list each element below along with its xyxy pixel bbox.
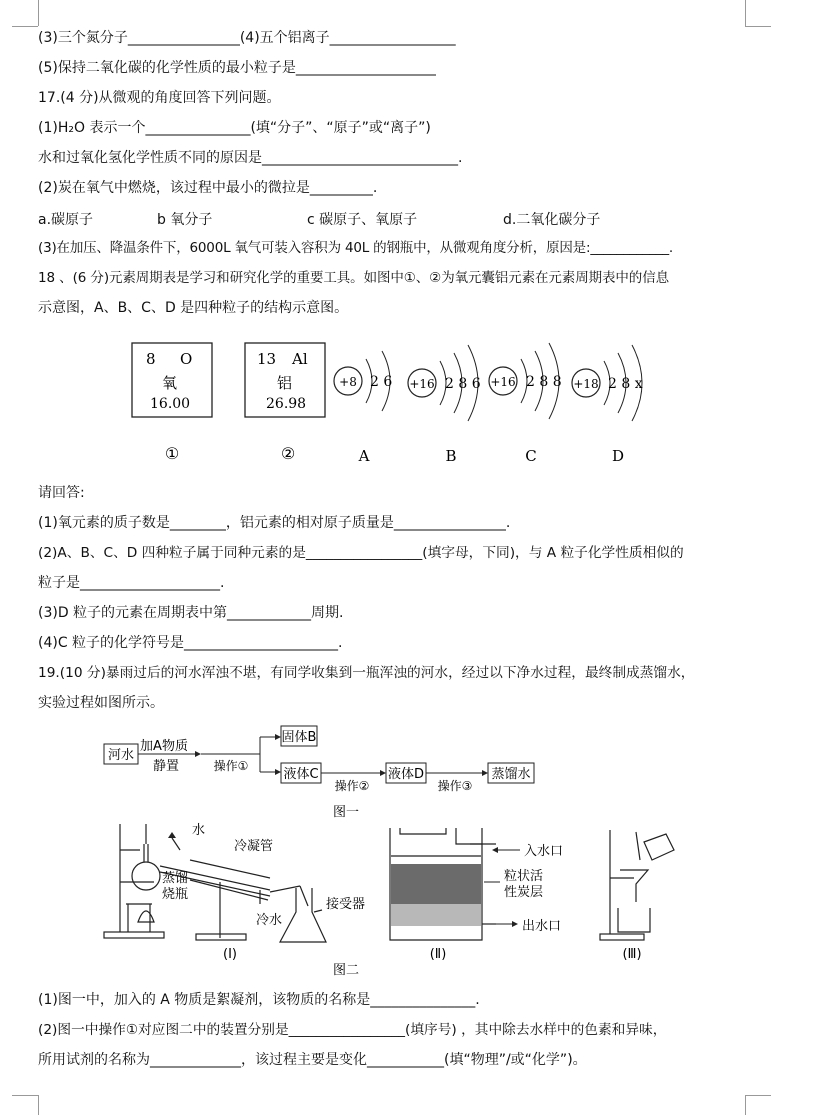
particle-b-shells: 2 8 6 (445, 376, 481, 392)
crop-mark (38, 0, 39, 26)
question-line: 水和过氧化氢化学性质不同的原因是____________________________. (38, 150, 463, 166)
aluminum-marker: ② (280, 444, 296, 463)
carbon-filter-apparatus (390, 828, 496, 940)
question-line: (1)氧元素的质子数是________，铝元素的相对原子质量是________________. (38, 515, 511, 531)
element-structure-figure (120, 325, 660, 475)
particle-d-nucleus: +18 (573, 377, 599, 391)
question-line: (1)H₂O 表示一个_______________(填“分子”、“原子”或“离子”) (38, 120, 431, 136)
oxygen-symbol: O (180, 350, 193, 368)
crop-mark (12, 26, 38, 27)
receiver-label: 接受器 (326, 897, 366, 912)
aluminum-name: 铝 (277, 374, 293, 392)
apparatus-label-3: (Ⅲ) (622, 947, 642, 962)
option-a: a.碳原子 (38, 212, 94, 228)
water-label: 水 (192, 823, 206, 838)
particle-b-diagram (408, 345, 481, 465)
question-line: (2)图一中操作①对应图二中的装置分别是_________________(填序号) ，其中除去水样中的色素和异味， (38, 1022, 667, 1038)
flask-label-1: 蒸馏 (162, 871, 189, 886)
condenser-label: 冷凝管 (234, 839, 274, 854)
question-line: (2)炭在氧气中燃烧，该过程中最小的微拉是_________. (38, 180, 378, 196)
flow-chart-figure (100, 720, 560, 820)
particle-b-nucleus: +16 (409, 377, 435, 391)
flow-liquid-c: 液体C (283, 767, 319, 782)
distillation-apparatus (104, 824, 326, 942)
flow-add-label: 加A物质 (140, 739, 188, 754)
flow-river: 河水 (107, 748, 135, 763)
question-line: 示意图，A、B、C、D 是四种粒子的结构示意图。 (38, 300, 349, 316)
aluminum-symbol: Al (292, 350, 308, 368)
apparatus-figure (100, 820, 700, 980)
figure-1-caption: 图一 (332, 805, 360, 820)
question-line: 实验过程如图所示。 (38, 695, 164, 711)
oxygen-name: 氧 (162, 374, 178, 392)
crop-mark (12, 1095, 38, 1096)
question-line: (4)C 粒子的化学符号是______________________. (38, 635, 343, 651)
flow-op1-label: 操作① (213, 759, 249, 773)
oxygen-marker: ① (164, 444, 180, 463)
flow-settle-label: 静置 (152, 759, 180, 774)
figure-2-caption: 图二 (332, 963, 360, 978)
particle-a-diagram (334, 351, 392, 465)
oxygen-mass: 16.00 (150, 396, 191, 412)
particle-b-label: B (445, 447, 457, 465)
option-b: b 氧分子 (157, 212, 213, 228)
crop-mark (745, 0, 746, 26)
question-line: 所用试剂的名称为_____________，该过程主要是变化___________(填“物理”/或“化学”)。 (38, 1052, 587, 1068)
question-line: 请回答: (38, 485, 85, 501)
question-line: (1)图一中，加入的 A 物质是絮凝剂，该物质的名称是_______________. (38, 992, 480, 1008)
filtration-apparatus (600, 830, 674, 940)
question-line: (2)A、B、C、D 四种粒子属于同种元素的是_________________(填字母，下同)，与 A 粒子化学性质相似的 (38, 545, 684, 561)
question-heading: 19.(10 分)暴雨过后的河水浑浊不堪，有同学收集到一瓶浑浊的河水，经过以下净水过程，最终制成蒸馏水， (38, 665, 695, 681)
oxygen-cell (132, 343, 212, 463)
question-line: (3)D 粒子的元素在周期表中第____________周期. (38, 605, 344, 621)
flow-distilled: 蒸馏水 (491, 767, 531, 782)
particle-d-label: D (611, 447, 625, 465)
apparatus-label-2: (Ⅱ) (429, 947, 447, 962)
flask-label-2: 烧瓶 (162, 887, 189, 902)
crop-mark (745, 1095, 746, 1115)
particle-c-diagram (489, 343, 562, 465)
flow-op3-label: 操作③ (437, 779, 473, 793)
particle-c-label: C (525, 447, 537, 465)
crop-mark (38, 1095, 39, 1115)
flow-liquid-d: 液体D (387, 767, 425, 782)
particle-a-label: A (358, 447, 370, 465)
carbon-label-2: 性炭层 (504, 885, 544, 900)
apparatus-label-1: (Ⅰ) (223, 947, 237, 962)
carbon-label-1: 粒状活 (504, 869, 544, 884)
particle-c-shells: 2 8 8 (526, 374, 562, 390)
flow-solid-b: 固体B (281, 730, 317, 745)
flow-op2-label: 操作② (334, 779, 370, 793)
question-line: (3)在加压、降温条件下，6000L 氧气可装入容积为 40L 的钢瓶中，从微观角度分析，原因是:____________. (38, 240, 674, 256)
crop-mark (745, 1095, 771, 1096)
aluminum-cell (245, 343, 325, 463)
inlet-label: 入水口 (524, 844, 564, 859)
particle-d-diagram (572, 345, 643, 465)
question-line: (3)三个氮分子________________(4)五个铝离子__________________ (38, 30, 456, 46)
oxygen-number: 8 (146, 350, 156, 368)
question-heading: 17.(4 分)从微观的角度回答下列问题。 (38, 90, 281, 106)
particle-a-shells: 2 6 (370, 374, 393, 390)
question-heading: 18 、(6 分)元素周期表是学习和研究化学的重要工具。如图中①、②为氧元囊铝元素在元素周期表中的信息 (38, 270, 669, 286)
option-d: d.二氧化碳分子 (503, 212, 601, 228)
question-line: (5)保持二氧化碳的化学性质的最小粒子是____________________ (38, 60, 436, 76)
particle-c-nucleus: +16 (490, 375, 516, 389)
option-c: c 碳原子、氧原子 (307, 212, 418, 228)
outlet-label: 出水口 (522, 919, 562, 934)
cold-water-label: 冷水 (256, 913, 283, 928)
crop-mark (745, 26, 771, 27)
particle-d-shells: 2 8 x (608, 376, 643, 392)
aluminum-mass: 26.98 (266, 396, 307, 412)
aluminum-number: 13 (257, 350, 277, 368)
question-line: 粒子是____________________. (38, 575, 225, 591)
particle-a-nucleus: +8 (339, 375, 357, 389)
